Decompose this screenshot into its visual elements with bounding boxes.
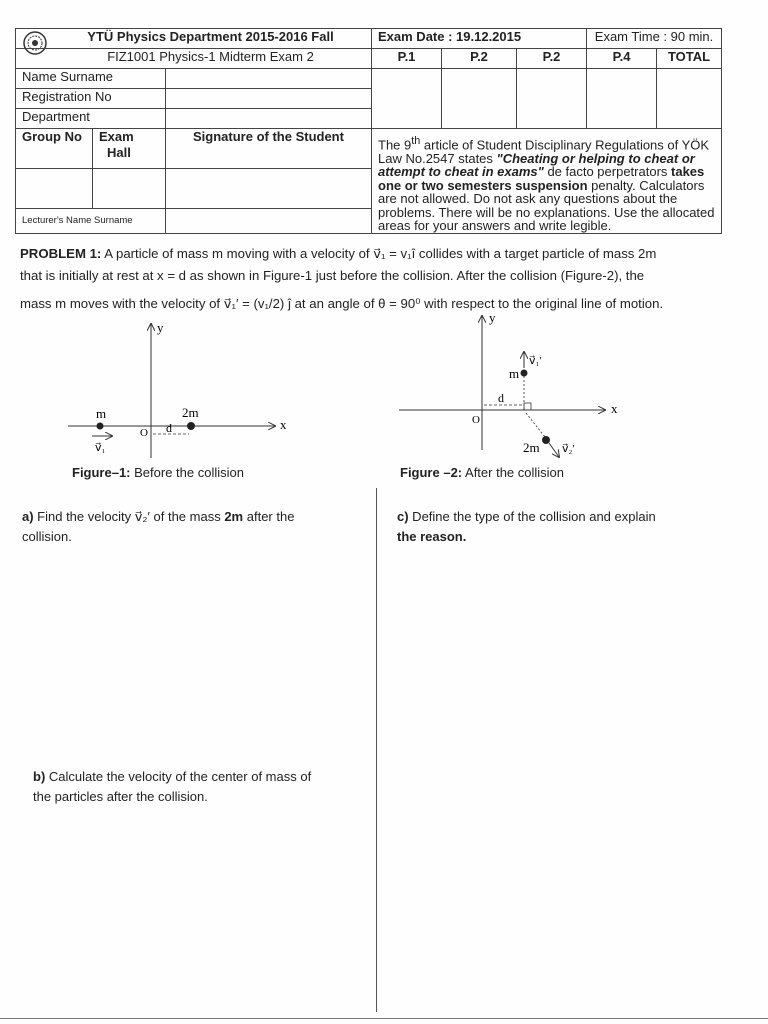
figure-2-caption [400, 465, 564, 480]
exam-hall-label [93, 129, 166, 169]
fig1-x-label: x [280, 417, 287, 432]
fig2-y-label: y [489, 310, 496, 325]
figure-1-caption-rest: Before the collision [130, 465, 244, 480]
score-p3-cell[interactable] [517, 69, 587, 129]
score-header-p3: P.2 [517, 49, 587, 69]
registration-field[interactable] [166, 89, 372, 109]
rules-sup: th [411, 135, 421, 147]
question-b-text-1: Calculate the velocity of the center of mass of [45, 769, 312, 784]
problem-line-1-text: A particle of mass m moving with a velocity of v⃗₁ = v₁î collides with a target particle of mass 2m [101, 246, 657, 261]
page-bottom-rule [0, 1018, 768, 1019]
rules-penalty: takes one or two semesters suspension [378, 164, 705, 193]
score-header-p1: P.1 [372, 49, 442, 69]
fig1-y-label: y [157, 320, 164, 335]
fig2-right-angle-mark [524, 403, 531, 410]
score-p1-cell[interactable] [372, 69, 442, 129]
score-header-p2: P.2 [442, 49, 517, 69]
department-line: YTÜ Physics Department 2015-2016 Fall [16, 29, 372, 49]
fig1-mass-m [97, 423, 104, 430]
fig2-d-label: d [498, 391, 504, 405]
fig2-2m-path [526, 413, 545, 437]
fig2-x-label: x [611, 401, 618, 416]
exam-hall-field[interactable] [93, 169, 166, 208]
lecturer-label: Lecturer's Name Surname [16, 208, 166, 233]
disciplinary-rules [372, 129, 722, 234]
fig1-mass-2m [187, 422, 195, 430]
problem-line-3: mass m moves with the velocity of v⃗₁′ = (v₁/2) ĵ at an angle of θ = 90⁰ with respect to the original line of motion. [20, 296, 664, 311]
fig2-velocity-1-label: v⃗₁′ [529, 355, 542, 367]
score-header-p4: P.4 [587, 49, 657, 69]
question-a-label: a) [22, 509, 34, 524]
question-b-label: b) [33, 769, 46, 784]
group-no-field[interactable] [16, 169, 93, 208]
signature-field[interactable] [166, 169, 372, 208]
question-a-text-2: after the [243, 509, 295, 524]
score-header-total: TOTAL [657, 49, 722, 69]
question-b [33, 767, 373, 807]
rules-text-3: de facto perpetrators [543, 164, 672, 180]
score-total-cell[interactable] [657, 69, 722, 129]
score-p2-cell[interactable] [442, 69, 517, 129]
rules-text-1: The 9 [378, 137, 412, 153]
problem-line-1 [20, 243, 722, 265]
score-p4-cell[interactable] [587, 69, 657, 129]
exam-header-table [15, 28, 722, 234]
fig1-velocity-label: v⃗₁ [95, 442, 106, 454]
figure-1-caption [72, 465, 244, 480]
question-a-text-1: Find the velocity v⃗₂′ of the mass [33, 509, 225, 524]
course-line: FIZ1001 Physics-1 Midterm Exam 2 [16, 49, 372, 69]
figure-2-diagram [395, 310, 635, 462]
question-b-text-2: the particles after the collision. [33, 789, 208, 804]
rules-text-4: penalty. Calculators are not allowed. Do not ask any questions about the problems. There will be no explanations. Use the allocated areas for your answers and write legible. [378, 177, 715, 234]
exam-date: Exam Date : 19.12.2015 [372, 29, 587, 49]
question-a-text-3: collision. [22, 529, 72, 544]
question-c [397, 507, 727, 547]
figure-1-caption-bold: Figure–1: [72, 465, 131, 480]
fig2-velocity-2-arrow [549, 443, 559, 457]
fig2-mass-2m-label: 2m [523, 440, 540, 455]
department-label: Department [16, 109, 166, 129]
fig2-mass-m [521, 370, 528, 377]
fig1-d-label: d [166, 421, 172, 435]
figure-1-diagram [60, 318, 300, 463]
exam-hall-label-line2: Hall [107, 145, 131, 160]
fig1-mass-2m-label: 2m [182, 405, 199, 420]
fig1-mass-m-label: m [96, 406, 107, 421]
answer-column-divider [376, 488, 377, 1012]
figure-2-caption-rest: After the collision [462, 465, 565, 480]
name-surname-field[interactable] [166, 69, 372, 89]
fig2-mass-2m [542, 436, 550, 444]
problem-label: PROBLEM 1: [20, 246, 102, 261]
name-surname-label: Name Surname [16, 69, 166, 89]
question-a-bold: 2m [224, 509, 244, 524]
problem-statement [20, 243, 722, 315]
question-c-text-2: the reason. [397, 529, 467, 544]
figure-2-caption-bold: Figure –2: [400, 465, 463, 480]
registration-label: Registration No [16, 89, 166, 109]
rules-quote: "Cheating or helping to cheat or attempt to cheat in exams" [378, 150, 695, 180]
question-c-label: c) [397, 509, 409, 524]
question-a [22, 507, 362, 547]
department-field[interactable] [166, 109, 372, 129]
lecturer-field[interactable] [166, 208, 372, 233]
fig2-origin-label: O [472, 414, 480, 426]
question-c-text-1: Define the type of the collision and explain [408, 509, 656, 524]
group-no-label: Group No [16, 129, 93, 169]
signature-label: Signature of the Student [166, 129, 372, 169]
fig2-velocity-2-label: v⃗₂′ [562, 443, 575, 455]
exam-time: Exam Time : 90 min. [587, 29, 722, 49]
fig2-mass-m-label: m [509, 366, 520, 381]
rules-text-2: article of Student Disciplinary Regulations of YÖK Law No.2547 states [378, 137, 710, 166]
problem-line-2: that is initially at rest at x = d as shown in Figure-1 just before the collision. After the collision (Figure-2), the [20, 268, 645, 283]
fig1-origin-label: O [140, 427, 148, 439]
exam-hall-label-line1: Exam [99, 129, 134, 144]
